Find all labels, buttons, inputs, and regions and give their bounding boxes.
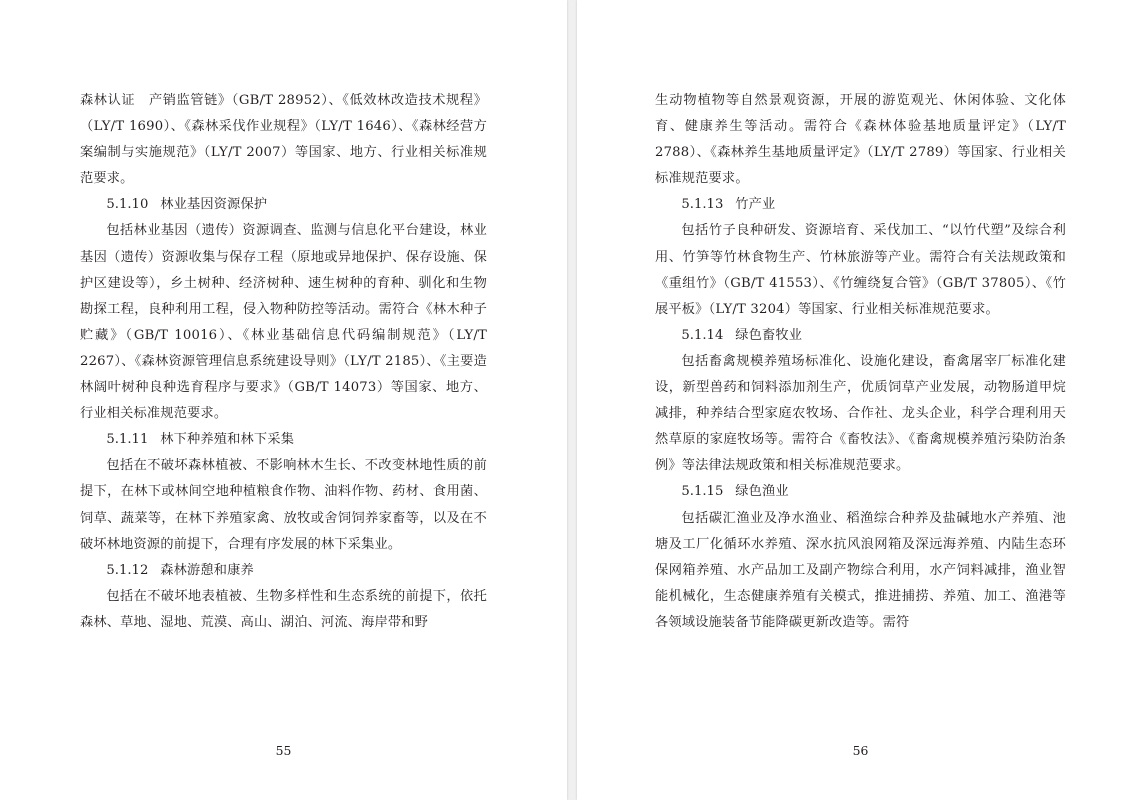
- section-heading: [80, 558, 487, 584]
- paragraph: 森林认证 产销监管链》（GB/T 28952）、《低效林改造技术规程》（LY/T 1690）、《森林采伐作业规程》（LY/T 1646）、《森林经营方案编制与实施规范》（LY/T 2007）等国家、地方、行业相关标准规范要求。: [80, 93, 487, 187]
- section-heading: [80, 192, 487, 218]
- paragraph: 包括碳汇渔业及净水渔业、稻渔综合种养及盐碱地水产养殖、池塘及工厂化循环水养殖、深水抗风浪网箱及深远海养殖、内陆生态环保网箱养殖、水产品加工及副产物综合利用，水产饲料减排，渔业智能机械化，生态健康养殖有关模式，推进捕捞、养殖、加工、渔港等各领域设施装备节能降碳更新改造等。需符: [655, 510, 1066, 630]
- section-title: 林下种养殖和林下采集: [160, 432, 295, 448]
- paragraph: 包括畜禽规模养殖场标准化、设施化建设，畜禽屠宰厂标准化建设，新型兽药和饲料添加剂生产，优质饲草产业发展，动物肠道甲烷减排，种养结合型家庭农牧场、合作社、龙头企业，科学合理利用天然草原的家庭牧场等。需符合《畜牧法》、《畜禽规模养殖污染防治条例》等法律法规政策和相关标准规范要求。: [655, 353, 1066, 474]
- section-title: 林业基因资源保护: [160, 197, 268, 213]
- paragraph: 包括在不破坏地表植被、生物多样性和生态系统的前提下，依托森林、草地、湿地、荒漠、高山、湖泊、河流、海岸带和野: [80, 588, 487, 630]
- section-title: 竹产业: [735, 197, 776, 213]
- paragraph: 包括竹子良种研发、资源培育、采伐加工、“以竹代塑”及综合利用、竹笋等竹林食物生产、竹林旅游等产业。需符合有关法规政策和《重组竹》（GB/T 41553）、《竹缠绕复合管》（GB/T 37805）、《竹展平板》（LY/T 3204）等国家、行业相关标准规范要求。: [655, 223, 1066, 317]
- page-right: [577, 0, 1144, 800]
- section-number: 5.1.15: [681, 484, 724, 500]
- section-heading: [655, 192, 1066, 218]
- section-number: 5.1.12: [106, 562, 149, 578]
- page-number: 56: [852, 743, 869, 758]
- page-left-content: [80, 88, 487, 730]
- paragraph: 包括在不破坏森林植被、不影响林木生长、不改变林地性质的前提下，在林下或林间空地种植粮食作物、油料作物、药材、食用菌、饲草、蔬菜等，在林下养殖家禽、放牧或舍饲饲养家畜等，以及在不破坏林地资源的前提下，合理有序发展的林下采集业。: [80, 458, 487, 552]
- paragraph: 生动物植物等自然景观资源，开展的游览观光、休闲体验、文化体育、健康养生等活动。需符合《森林体验基地质量评定》（LY/T 2788）、《森林养生基地质量评定》（LY/T 2789）等国家、行业相关标准规范要求。: [655, 93, 1066, 187]
- page-number: 55: [275, 743, 292, 758]
- section-title: 森林游憩和康养: [160, 562, 254, 578]
- section-title: 绿色畜牧业: [735, 327, 803, 343]
- paragraph: 包括林业基因（遗传）资源调查、监测与信息化平台建设，林业基因（遗传）资源收集与保存工程（原地或异地保护、保存设施、保护区建设等），乡土树种、经济树种、速生树种的育种、驯化和生物勘探工程，良种利用工程，侵入物种防控等活动。需符合《林木种子贮藏》（GB/T 10016）、《林业基础信息代码编制规范》（LY/T 2267）、《森林资源管理信息系统建设导则》（LY/T 2185）、《主要造林阔叶树种良种选育程序与要求》（GB/T 14073）等国家、地方、行业相关标准规范要求。: [80, 223, 487, 422]
- section-heading: [80, 427, 487, 453]
- section-number: 5.1.13: [681, 197, 724, 213]
- page-right-content: [655, 88, 1066, 730]
- section-number: 5.1.10: [106, 197, 149, 213]
- page-left: [0, 0, 567, 800]
- section-heading: [655, 323, 1066, 349]
- section-heading: [655, 479, 1066, 505]
- section-number: 5.1.11: [106, 432, 149, 448]
- section-title: 绿色渔业: [735, 484, 789, 500]
- section-number: 5.1.14: [681, 327, 724, 343]
